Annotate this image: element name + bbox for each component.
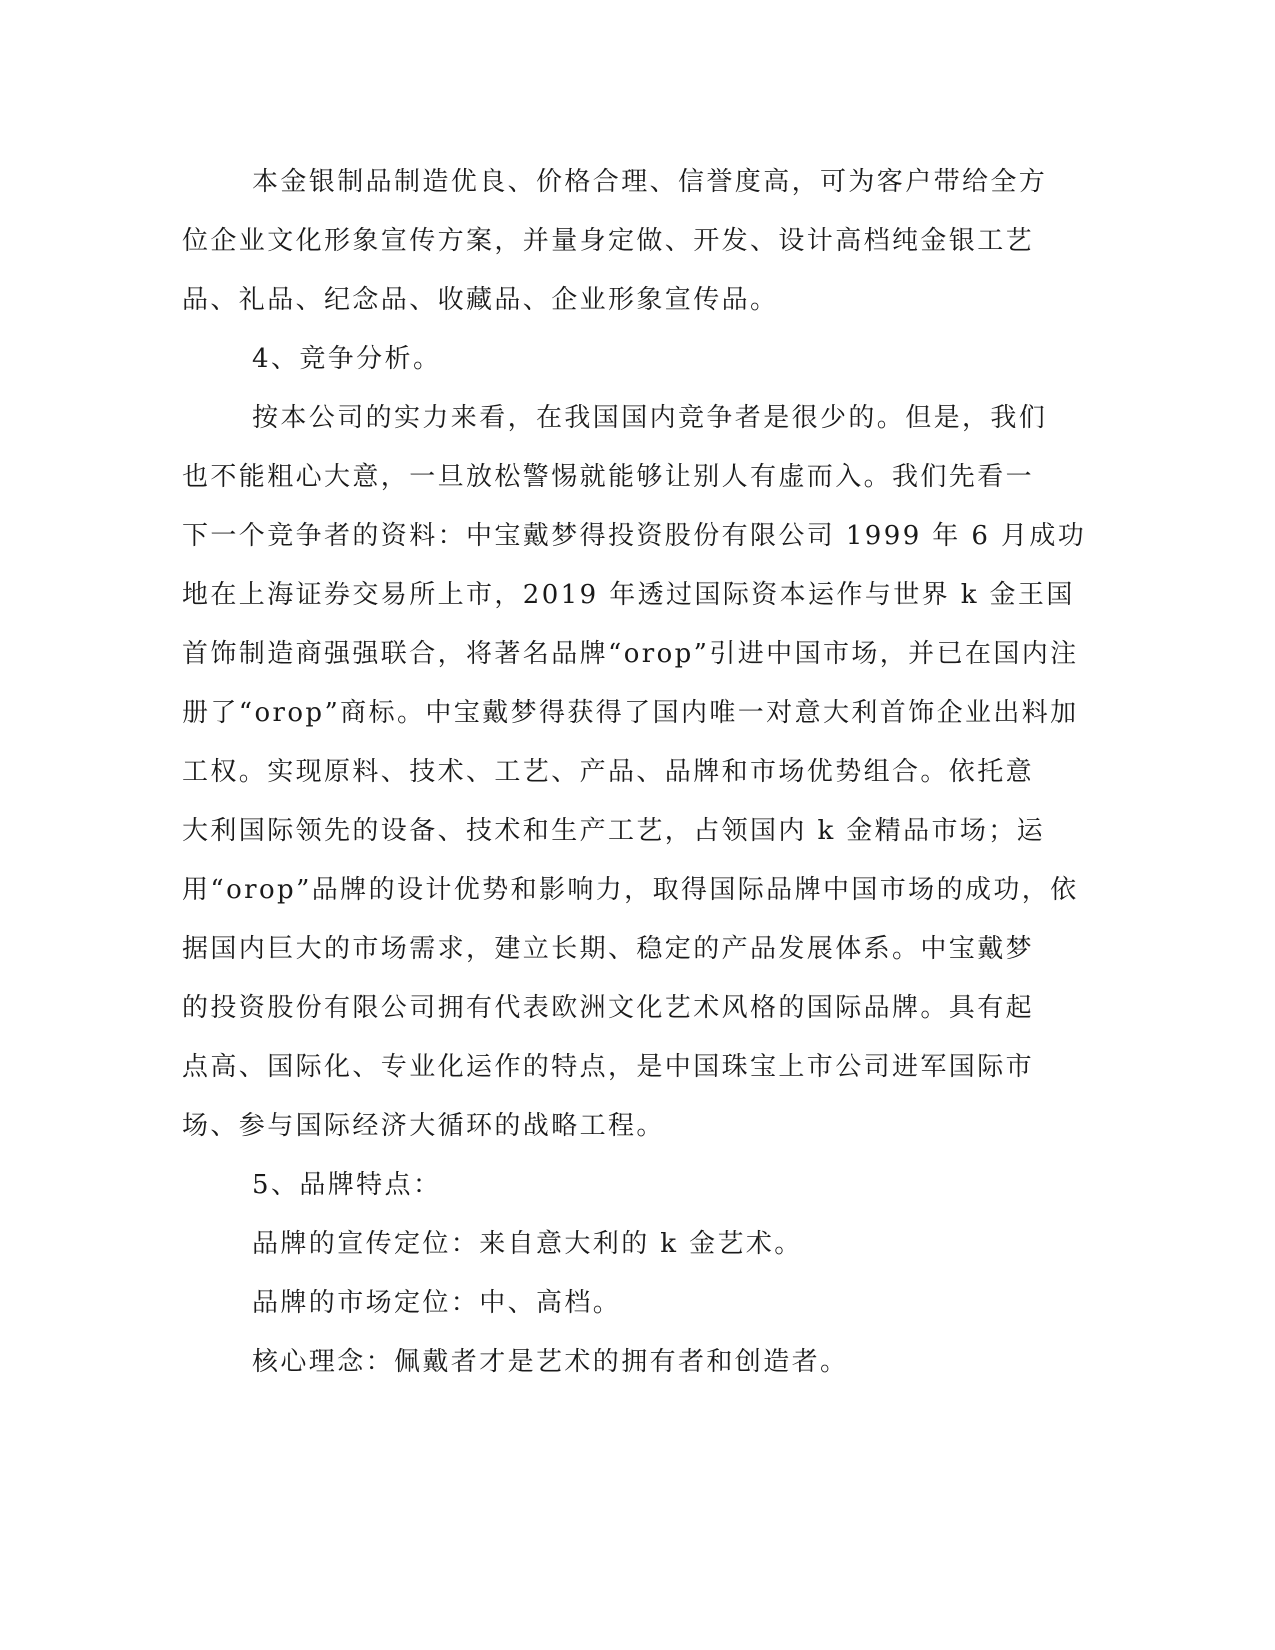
document-body	[182, 153, 1087, 1392]
text-line: 据国内巨大的市场需求，建立长期、稳定的产品发展体系。中宝戴梦	[182, 934, 1035, 964]
brand-promotion-positioning: 品牌的宣传定位：来自意大利的 k 金艺术。	[252, 1229, 803, 1259]
brand-market-positioning: 品牌的市场定位：中、高档。	[252, 1288, 622, 1318]
text-line: 地在上海证券交易所上市，2019 年透过国际资本运作与世界 k 金王国	[182, 580, 1075, 610]
text-line: 按本公司的实力来看，在我国国内竞争者是很少的。但是，我们	[252, 403, 1048, 433]
text-line: 位企业文化形象宣传方案，并量身定做、开发、设计高档纯金银工艺	[182, 226, 1035, 256]
section-heading-brand-features: 5、品牌特点：	[252, 1170, 442, 1200]
text-line: 的投资股份有限公司拥有代表欧洲文化艺术风格的国际品牌。具有起	[182, 993, 1035, 1023]
section-heading-competition: 4、竞争分析。	[252, 344, 442, 374]
brand-core-concept: 核心理念：佩戴者才是艺术的拥有者和创造者。	[252, 1347, 849, 1377]
text-line: 本金银制品制造优良、价格合理、信誉度高，可为客户带给全方	[252, 167, 1048, 197]
text-line: 用“orop”品牌的设计优势和影响力，取得国际品牌中国市场的成功，依	[182, 875, 1079, 905]
text-line: 点高、国际化、专业化运作的特点，是中国珠宝上市公司进军国际市	[182, 1052, 1035, 1082]
text-line: 下一个竞争者的资料：中宝戴梦得投资股份有限公司 1999 年 6 月成功	[182, 521, 1087, 551]
text-line: 册了“orop”商标。中宝戴梦得获得了国内唯一对意大利首饰企业出料加	[182, 698, 1079, 728]
text-line: 场、参与国际经济大循环的战略工程。	[182, 1111, 665, 1141]
text-line: 首饰制造商强强联合，将著名品牌“orop”引进中国市场，并已在国内注	[182, 639, 1079, 669]
text-line: 大利国际领先的设备、技术和生产工艺，占领国内 k 金精品市场；运	[182, 816, 1046, 846]
paragraph-product-quality	[182, 153, 1048, 330]
text-line: 品、礼品、纪念品、收藏品、企业形象宣传品。	[182, 285, 779, 315]
text-line: 也不能粗心大意，一旦放松警惕就能够让别人有虚而入。我们先看一	[182, 462, 1035, 492]
text-line: 工权。实现原料、技术、工艺、产品、品牌和市场优势组合。依托意	[182, 757, 1035, 787]
paragraph-competition-analysis	[182, 389, 1087, 1156]
